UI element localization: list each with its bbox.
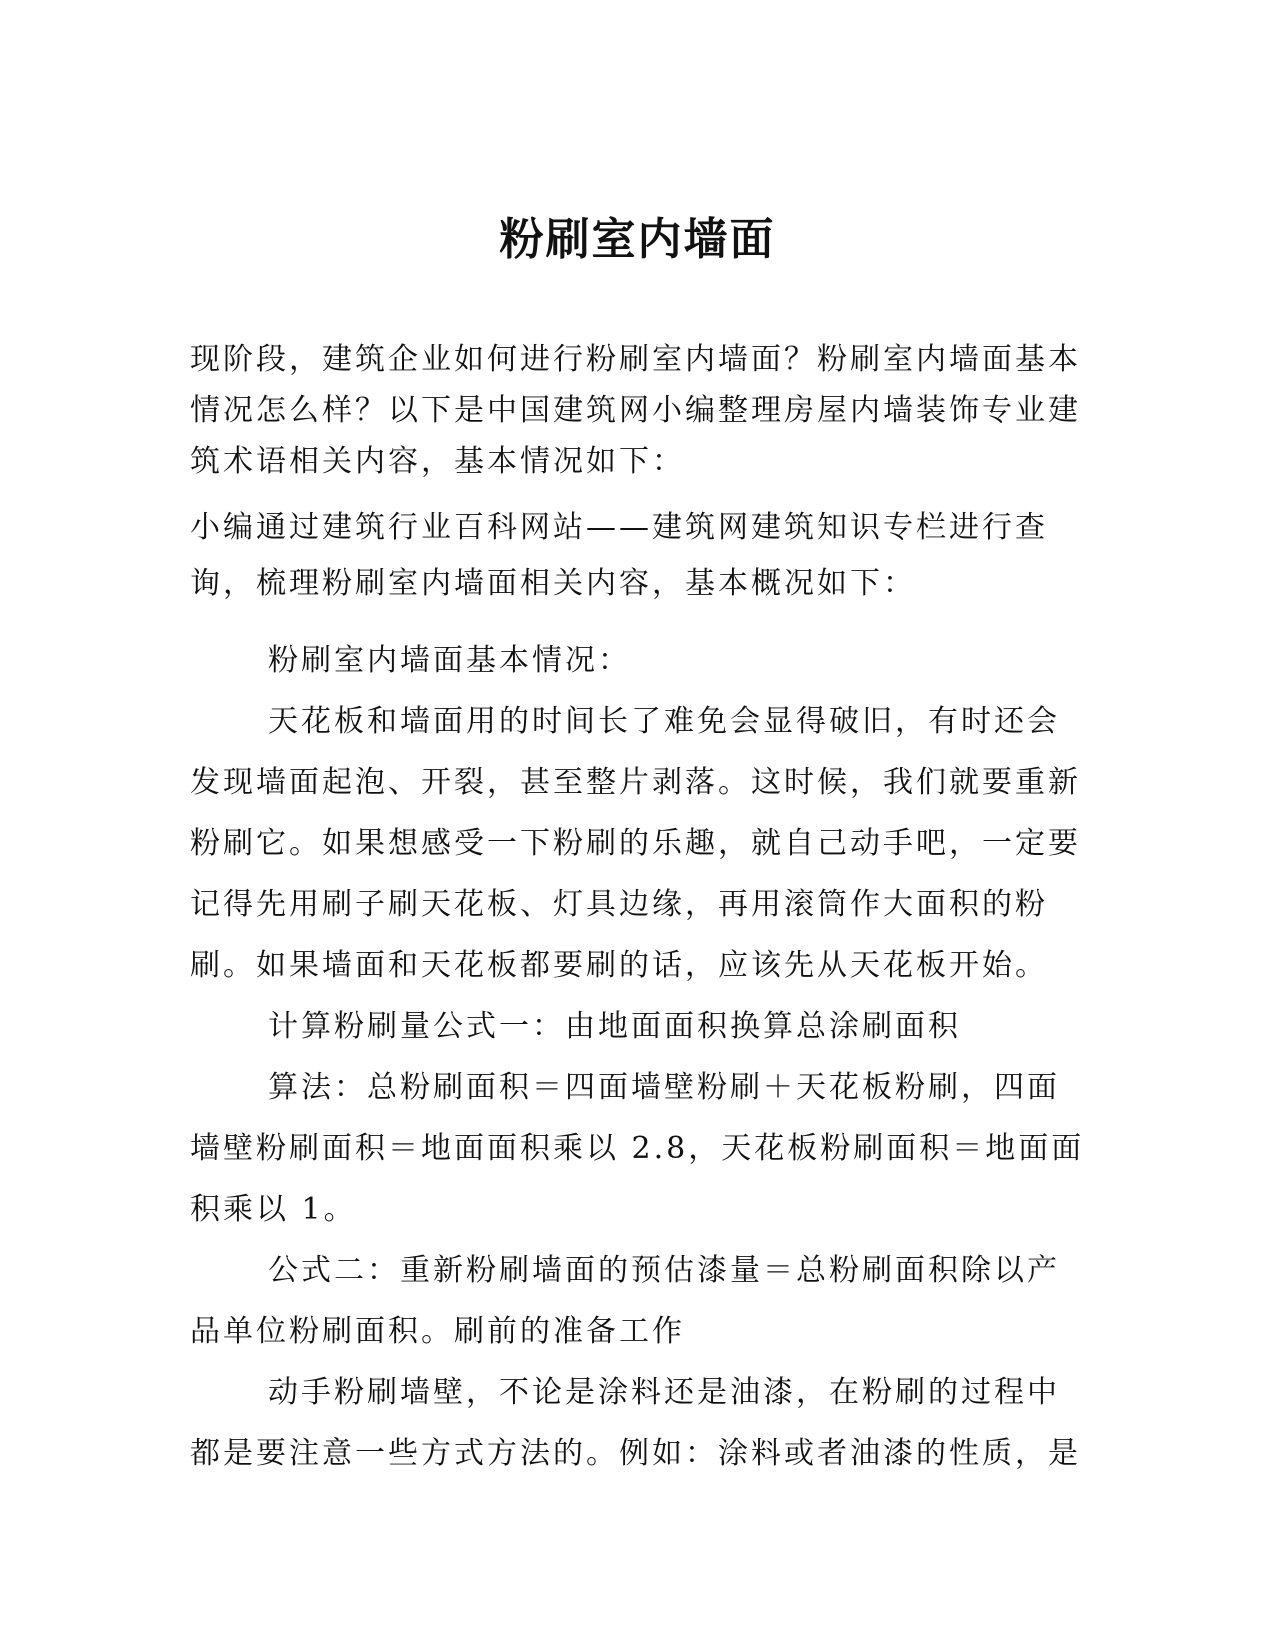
section-heading: 粉刷室内墙面基本情况： xyxy=(268,643,631,678)
intro-paragraph-1: 现阶段，建筑企业如何进行粉刷室内墙面？粉刷室内墙面基本情况怎么样？以下是中国建筑网小编整理房屋内墙装饰专业建筑术语相关内容，基本情况如下： xyxy=(190,342,1081,479)
formula-one-algorithm: 算法：总粉刷面积＝四面墙壁粉刷＋天花板粉刷，四面墙壁粉刷面积＝地面面积乘以 2.8，天花板粉刷面积＝地面面积乘以 1。 xyxy=(190,1070,1085,1227)
formula-two: 公式二：重新粉刷墙面的预估漆量＝总粉刷面积除以产品单位粉刷面积。刷前的准备工作 xyxy=(190,1253,1060,1349)
article-body xyxy=(190,630,1085,1484)
page-title: 粉刷室内墙面 xyxy=(499,214,776,265)
body-paragraph: 天花板和墙面用的时间长了难免会显得破旧，有时还会发现墙面起泡、开裂，甚至整片剥落。这时候，我们就要重新粉刷它。如果想感受一下粉刷的乐趣，就自己动手吧，一定要记得先用刷子刷天花板、灯具边缘，再用滚筒作大面积的粉刷。如果墙面和天花板都要刷的话，应该先从天花板开始。 xyxy=(190,704,1081,983)
formula-one-heading: 计算粉刷量公式一：由地面面积换算总涂刷面积 xyxy=(268,1009,961,1044)
intro-paragraph-2: 小编通过建筑行业百科网站——建筑网建筑知识专栏进行查询，梳理粉刷室内墙面相关内容，基本概况如下： xyxy=(190,510,1048,601)
body-paragraph: 动手粉刷墙壁，不论是涂料还是油漆，在粉刷的过程中都是要注意一些方式方法的。例如：涂料或者油漆的性质，是 xyxy=(190,1375,1081,1471)
